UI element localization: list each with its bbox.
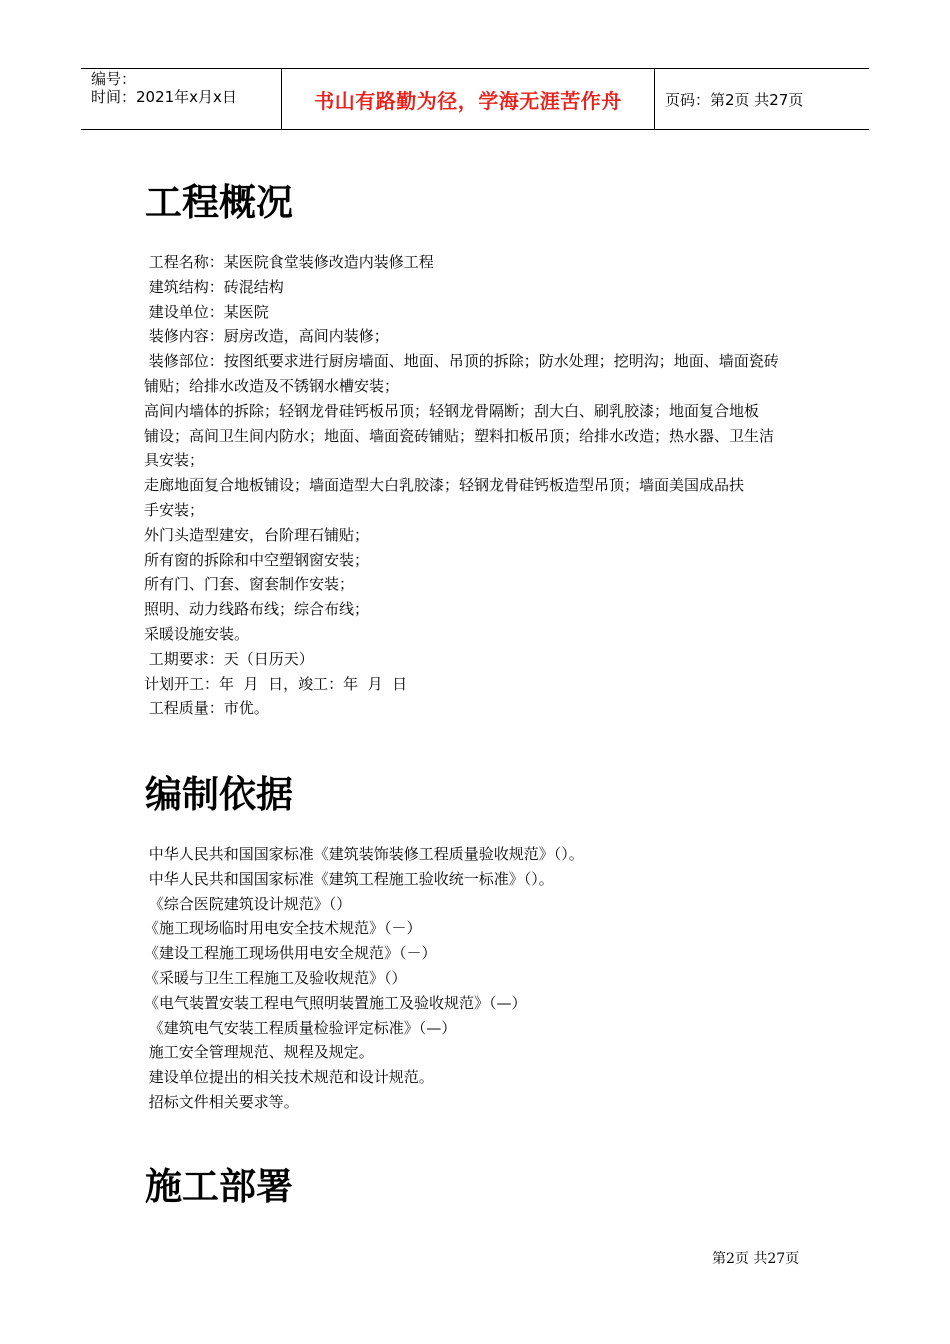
text-line: 装修部位：按图纸要求进行厨房墙面、地面、吊顶的拆除；防水处理；挖明沟；地面、墙面瓷砖: [144, 352, 779, 371]
text-line: 招标文件相关要求等。: [144, 1092, 299, 1111]
text-line: 所有门、门套、窗套制作安装；: [144, 575, 355, 594]
text-line: 《建筑电气安装工程质量检验评定标准》（—）: [144, 1018, 457, 1037]
text-line: 铺设；高间卫生间内防水；地面、墙面瓷砖铺贴；塑料扣板吊顶；给排水改造；热水器、卫生洁: [144, 426, 775, 445]
text-line: 《建设工程施工现场供用电安全规范》（－）: [144, 944, 437, 963]
section-title-overview: 工程概况: [145, 181, 293, 224]
text-line: 施工安全管理规范、规程及规定。: [144, 1043, 374, 1062]
text-line: 装修内容：厨房改造，高间内装修；: [144, 327, 389, 346]
text-line: 建设单位提出的相关技术规范和设计规范。: [144, 1068, 434, 1087]
text-line: 计划开工：年 月 日，竣工：年 月 日: [144, 674, 408, 693]
text-line: 工期要求：天（日历天）: [144, 649, 314, 668]
text-line: 走廊地面复合地板铺设；墙面造型大白乳胶漆；轻钢龙骨硅钙板造型吊顶；墙面美国成品扶: [144, 476, 745, 495]
text-line: 中华人民共和国国家标准《建筑工程施工验收统一标准》（）。: [144, 869, 554, 888]
text-line: 高间内墙体的拆除；轻钢龙骨硅钙板吊顶；轻钢龙骨隔断；刮大白、刷乳胶漆；地面复合地板: [144, 401, 760, 420]
text-line: 中华人民共和国国家标准《建筑装饰装修工程质量验收规范》（）。: [144, 845, 584, 863]
text-line: 照明、动力线路布线；综合布线；: [144, 600, 370, 619]
section-basis-body: [144, 842, 814, 1115]
number-label: 编号：: [91, 70, 137, 88]
header-meta: [81, 69, 281, 129]
text-line: 铺贴；给排水改造及不锈钢水槽安装；: [144, 376, 400, 395]
section-title-deployment: 施工部署: [145, 1165, 293, 1208]
text-line: 《综合医院建筑设计规范》（）: [144, 894, 352, 913]
text-line: 建筑结构：砖混结构: [144, 277, 284, 296]
header-page-number: 页码：第2页 共27页: [665, 90, 804, 109]
text-line: 《施工现场临时用电安全技术规范》（－）: [144, 919, 422, 938]
time-label: 时间：2021年x月x日: [91, 88, 237, 106]
section-title-basis: 编制依据: [145, 773, 293, 816]
text-line: 所有窗的拆除和中空塑钢窗安装；: [144, 550, 370, 569]
text-line: 具安装；: [144, 451, 205, 470]
text-line: 工程名称：某医院食堂装修改造内装修工程: [144, 253, 434, 271]
header-motto: 书山有路勤为径，学海无涯苦作舟: [281, 69, 655, 129]
text-line: 采暖设施安装。: [144, 624, 250, 643]
text-line: 外门头造型建安，台阶理石铺贴；: [144, 525, 370, 544]
text-line: 《采暖与卫生工程施工及验收规范》（）: [144, 968, 407, 987]
footer-page-number: 第2页 共27页: [712, 1251, 800, 1267]
text-line: 手安装；: [144, 500, 205, 519]
page-header: [81, 68, 869, 130]
text-line: 《电气装置安装工程电气照明装置施工及验收规范》（—）: [144, 993, 527, 1012]
section-overview-body: [144, 250, 814, 721]
text-line: 工程质量：市优。: [144, 699, 269, 718]
text-line: 建设单位：某医院: [144, 302, 269, 321]
